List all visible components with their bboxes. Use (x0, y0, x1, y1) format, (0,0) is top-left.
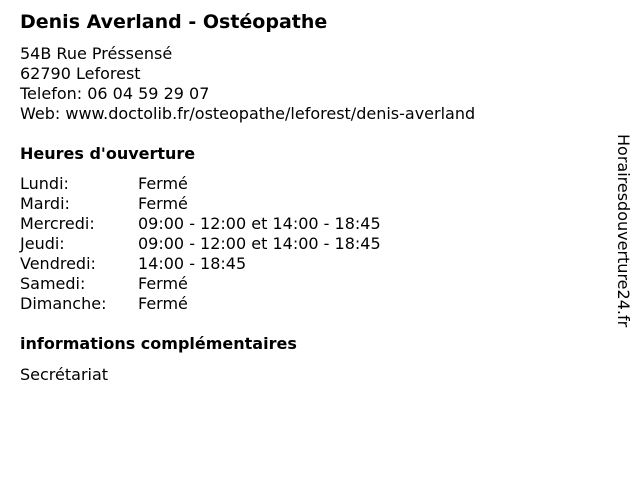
website-link[interactable]: Web: www.doctolib.fr/osteopathe/leforest/denis-averland (20, 104, 476, 123)
address-street: 54B Rue Préssensé (20, 44, 173, 63)
day-hours: Fermé (138, 294, 188, 313)
address-city: 62790 Leforest (20, 64, 141, 83)
phone-number: Telefon: 06 04 59 29 07 (20, 84, 210, 103)
contact-block (20, 44, 475, 124)
opening-hours-table (20, 174, 381, 314)
additional-info-heading: informations complémentaires (20, 334, 297, 353)
page-title: Denis Averland - Ostéopathe (20, 11, 328, 33)
hours-row-tuesday (20, 194, 381, 214)
hours-row-wednesday (20, 214, 381, 234)
day-label: Lundi: (20, 174, 69, 193)
day-hours: 09:00 - 12:00 et 14:00 - 18:45 (138, 234, 381, 253)
hours-row-thursday (20, 234, 381, 254)
day-hours: 09:00 - 12:00 et 14:00 - 18:45 (138, 214, 381, 233)
day-hours: 14:00 - 18:45 (138, 254, 247, 273)
hours-row-saturday (20, 274, 381, 294)
day-label: Samedi: (20, 274, 86, 293)
day-label: Mardi: (20, 194, 70, 213)
day-hours: Fermé (138, 274, 188, 293)
hours-row-sunday (20, 294, 381, 314)
day-label: Vendredi: (20, 254, 96, 273)
site-watermark: Horairesdouverture24.fr (614, 134, 633, 328)
day-hours: Fermé (138, 194, 188, 213)
day-label: Jeudi: (20, 234, 65, 253)
day-label: Dimanche: (20, 294, 107, 313)
day-label: Mercredi: (20, 214, 95, 233)
hours-row-friday (20, 254, 381, 274)
hours-row-monday (20, 174, 381, 194)
opening-hours-heading: Heures d'ouverture (20, 144, 196, 163)
additional-info-text: Secrétariat (20, 365, 109, 384)
day-hours: Fermé (138, 174, 188, 193)
